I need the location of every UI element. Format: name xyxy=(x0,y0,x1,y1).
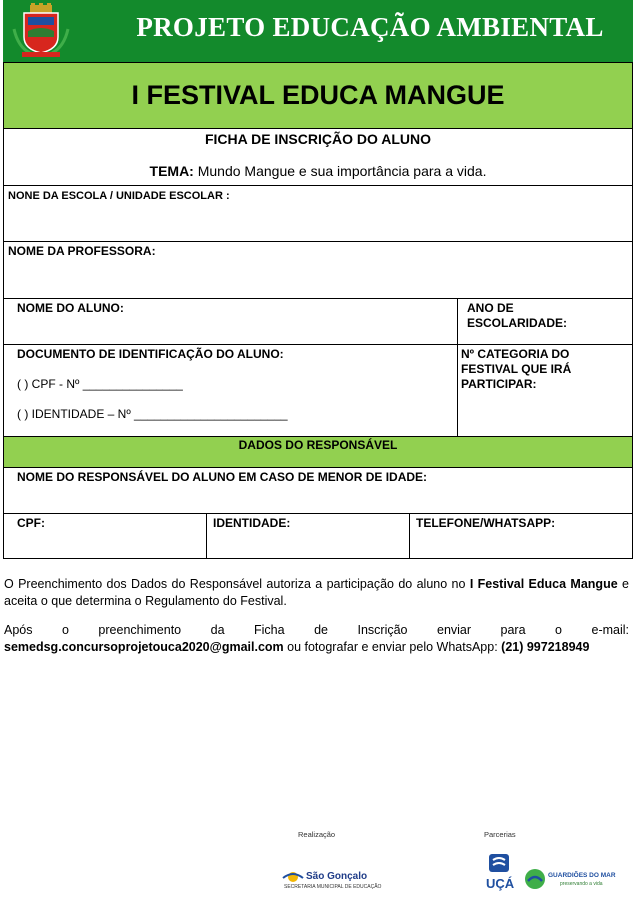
student-name-label: NOME DO ALUNO: xyxy=(17,301,124,315)
sao-goncalo-logo-icon xyxy=(282,868,304,882)
theme-label: TEMA: xyxy=(149,163,194,179)
form-theme xyxy=(3,163,633,179)
teacher-name-label: NOME DA PROFESSORA: xyxy=(8,244,156,258)
uca-logo-text: UÇÁ xyxy=(486,876,515,891)
uca-logo-icon xyxy=(487,852,511,874)
theme-text: Mundo Mangue e sua importância para a vida. xyxy=(197,163,487,179)
sao-goncalo-logo-subtitle: SECRETARIA MUNICIPAL DE EDUCAÇÃO xyxy=(284,884,382,890)
guardian-cpf-label: CPF: xyxy=(17,516,45,530)
realizacao-label: Realização xyxy=(298,830,336,839)
category-label-line2: FESTIVAL QUE IRÁ xyxy=(461,362,572,376)
grade-label-line1: ANO DE xyxy=(467,301,514,315)
submission-instructions: Após o preenchimento da Ficha de Inscrição enviar para o e-mail: semedsg.concursoprojetouca2020@gmail.com ou fotografar e enviar pelo WhatsApp: (21) 997218949 xyxy=(4,623,629,654)
guardian-name-label: NOME DO RESPONSÁVEL DO ALUNO EM CASO DE MENOR DE IDADE: xyxy=(17,470,428,484)
guardioes-do-mar-logo-text: GUARDIÕES DO MAR xyxy=(548,872,616,879)
grade-label-line2: ESCOLARIDADE: xyxy=(467,316,568,330)
guardian-phone-label: TELEFONE/WHATSAPP: xyxy=(416,516,556,530)
guardian-identity-label: IDENTIDADE: xyxy=(213,516,291,530)
whatsapp-number: (21) 997218949 xyxy=(501,640,590,654)
form-subtitle: FICHA DE INSCRIÇÃO DO ALUNO xyxy=(204,131,432,147)
festival-title: I FESTIVAL EDUCA MANGUE xyxy=(131,80,505,110)
guardioes-do-mar-logo-icon xyxy=(524,868,546,890)
category-label-line1: Nº CATEGORIA DO xyxy=(461,347,570,361)
page-title: PROJETO EDUCAÇÃO AMBIENTAL xyxy=(136,12,604,42)
municipal-crest-icon xyxy=(10,3,72,59)
school-name-label: NONE DA ESCOLA / UNIDADE ESCOLAR : xyxy=(8,190,230,202)
identity-option: ( ) IDENTIDADE – Nº _______________________ xyxy=(17,407,288,421)
contact-email: semedsg.concursoprojetouca2020@gmail.com xyxy=(4,640,284,654)
guardian-section-title: DADOS DO RESPONSÁVEL xyxy=(238,438,398,452)
student-id-doc-label: DOCUMENTO DE IDENTIFICAÇÃO DO ALUNO: xyxy=(17,347,284,361)
sao-goncalo-logo-text: São Gonçalo xyxy=(306,871,368,882)
authorization-note: O Preenchimento dos Dados do Responsável autoriza a participação do aluno no I Festival Educa Mangue e aceita o que determina o Regulamento do Festival. xyxy=(4,577,629,608)
parcerias-label: Parcerias xyxy=(484,830,516,839)
guardioes-do-mar-logo-subtitle: preservando a vida xyxy=(560,881,603,887)
cpf-option: ( ) CPF - Nº _______________ xyxy=(17,377,183,391)
category-label-line3: PARTICIPAR: xyxy=(461,377,537,391)
